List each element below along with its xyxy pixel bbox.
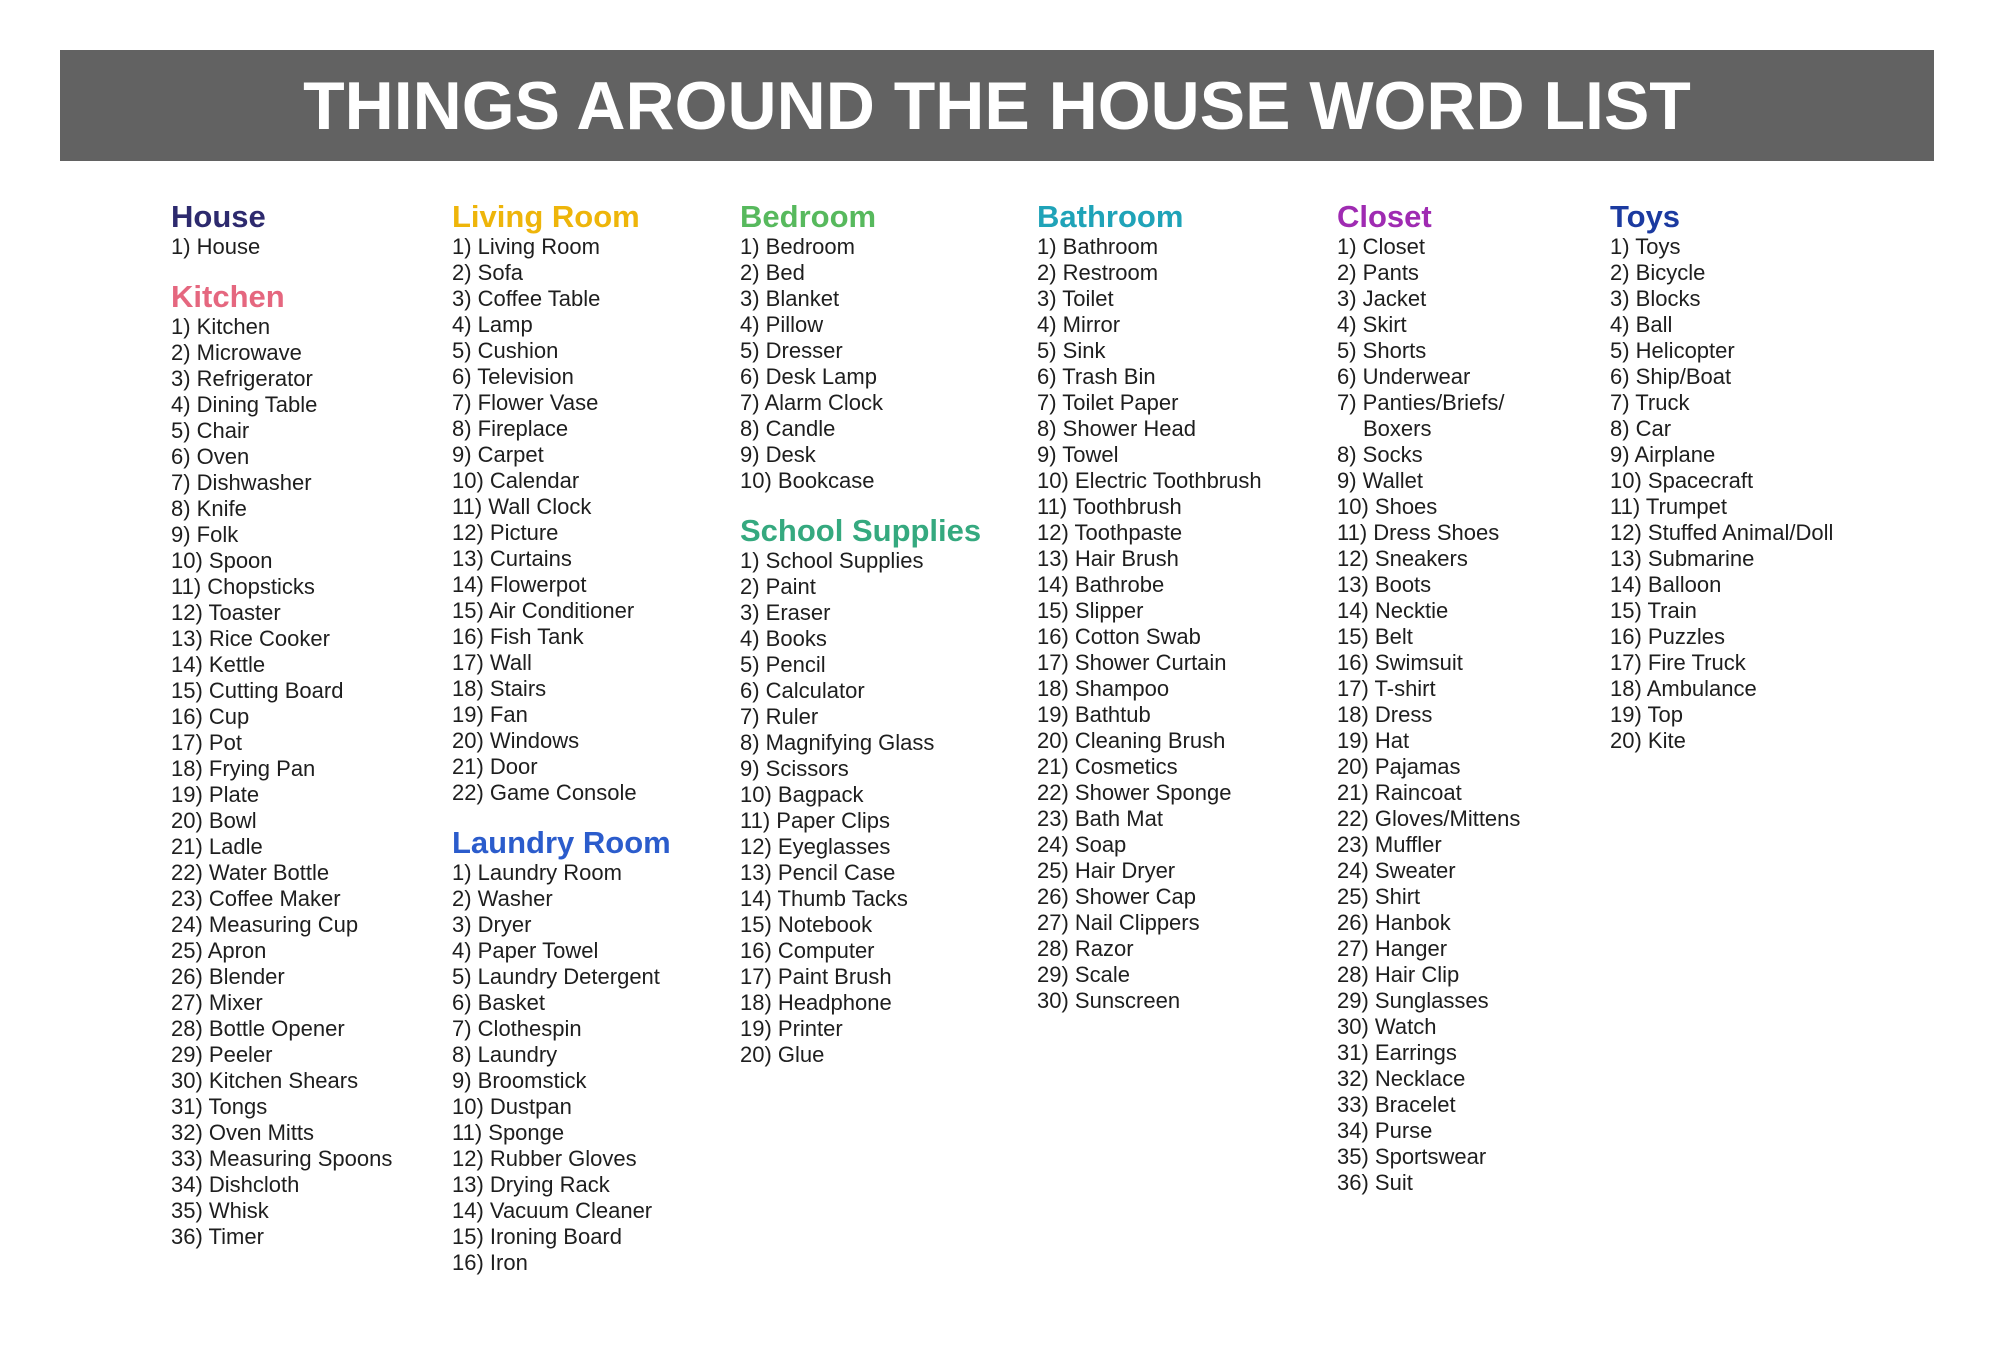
page-title: THINGS AROUND THE HOUSE WORD LIST	[303, 67, 1691, 144]
word-list-item: 9) Airplane	[1610, 442, 1716, 467]
word-list-item: 17) T-shirt	[1337, 676, 1436, 701]
word-list-item: 7) Ruler	[740, 704, 819, 729]
word-list-item: 15) Notebook	[740, 912, 873, 937]
word-list-item: 13) Pencil Case	[740, 860, 896, 885]
word-list-item: 32) Oven Mitts	[171, 1120, 315, 1145]
word-list-item: 33) Bracelet	[1337, 1092, 1456, 1117]
word-list-item: 16) Iron	[452, 1250, 528, 1275]
word-list-item: 35) Sportswear	[1337, 1144, 1487, 1169]
word-list-item: 9) Broomstick	[452, 1068, 587, 1093]
word-list-item: 9) Wallet	[1337, 468, 1423, 493]
word-list	[452, 234, 671, 806]
word-list-item: 4) Skirt	[1337, 312, 1407, 337]
word-list-item: 13) Drying Rack	[452, 1172, 610, 1197]
word-list-item: 19) Hat	[1337, 728, 1410, 753]
word-section-laundry-room	[452, 826, 671, 1276]
word-list-item: 16) Fish Tank	[452, 624, 584, 649]
word-list-item: 27) Hanger	[1337, 936, 1448, 961]
word-section-house	[171, 200, 392, 260]
word-list-item: 34) Purse	[1337, 1118, 1433, 1143]
word-list-item: 2) Restroom	[1037, 260, 1159, 285]
word-list-item: 5) Shorts	[1337, 338, 1427, 363]
word-list-item: 21) Raincoat	[1337, 780, 1462, 805]
word-list-item: 12) Picture	[452, 520, 559, 545]
word-list-item: 7) Flower Vase	[452, 390, 599, 415]
word-list-item: 33) Measuring Spoons	[171, 1146, 393, 1171]
word-list-item: 12) Eyeglasses	[740, 834, 891, 859]
word-list-item: 25) Hair Dryer	[1037, 858, 1176, 883]
word-list-item: 20) Cleaning Brush	[1037, 728, 1226, 753]
word-list-item: 34) Dishcloth	[171, 1172, 300, 1197]
word-list-item: 21) Door	[452, 754, 538, 779]
word-list-item: 9) Folk	[171, 522, 239, 547]
word-list-item: 6) Basket	[452, 990, 545, 1015]
word-list-item: 17) Wall	[452, 650, 532, 675]
word-list-item: 1) Laundry Room	[452, 860, 622, 885]
word-list-item: 11) Wall Clock	[452, 494, 592, 519]
word-section-toys	[1610, 200, 1833, 754]
word-list-item: 6) Underwear	[1337, 364, 1471, 389]
word-list-item: 28) Bottle Opener	[171, 1016, 345, 1041]
word-list-item: 1) Kitchen	[171, 314, 271, 339]
word-section-closet	[1337, 200, 1520, 1196]
word-list-item: 23) Coffee Maker	[171, 886, 341, 911]
word-list-item: 19) Plate	[171, 782, 260, 807]
word-list-item: 29) Scale	[1037, 962, 1130, 987]
word-list-item: 15) Air Conditioner	[452, 598, 635, 623]
word-list-item: 15) Cutting Board	[171, 678, 344, 703]
word-list-item: 8) Car	[1610, 416, 1672, 441]
word-list-item: 12) Stuffed Animal/Doll	[1610, 520, 1834, 545]
word-list-item: 28) Razor	[1037, 936, 1134, 961]
word-list-item: 19) Printer	[740, 1016, 843, 1041]
word-list-item: 3) Toilet	[1037, 286, 1114, 311]
word-list	[740, 234, 981, 494]
word-list-item: 13) Boots	[1337, 572, 1432, 597]
word-list-item: 2) Pants	[1337, 260, 1419, 285]
word-column	[1037, 200, 1262, 1014]
word-list-item: 35) Whisk	[171, 1198, 269, 1223]
word-list-item: 6) Ship/Boat	[1610, 364, 1732, 389]
word-list-item: 30) Watch	[1337, 1014, 1437, 1039]
word-list-item: 26) Shower Cap	[1037, 884, 1196, 909]
word-list-item: 10) Spoon	[171, 548, 273, 573]
section-heading-laundry-room: Laundry Room	[452, 825, 671, 860]
word-list-item: 2) Sofa	[452, 260, 523, 285]
word-list-item: 21) Cosmetics	[1037, 754, 1178, 779]
word-list-item: 24) Measuring Cup	[171, 912, 359, 937]
word-list-item: 15) Belt	[1337, 624, 1413, 649]
word-list-item: 6) Desk Lamp	[740, 364, 877, 389]
word-list-item: 14) Balloon	[1610, 572, 1722, 597]
word-list	[452, 860, 671, 1276]
word-list	[1337, 234, 1520, 1196]
word-list-item: 30) Kitchen Shears	[171, 1068, 359, 1093]
section-heading-kitchen: Kitchen	[171, 279, 285, 314]
word-list-item: 16) Puzzles	[1610, 624, 1725, 649]
word-list-item-line: 7) Panties/Briefs/	[1337, 390, 1505, 415]
section-heading-bedroom: Bedroom	[740, 199, 877, 234]
word-list-item: 8) Knife	[171, 496, 247, 521]
word-list-item: 4) Pillow	[740, 312, 824, 337]
word-list-item: 4) Lamp	[452, 312, 533, 337]
word-list-item: 17) Shower Curtain	[1037, 650, 1227, 675]
word-list-item: 5) Helicopter	[1610, 338, 1735, 363]
word-list-item: 20) Bowl	[171, 808, 257, 833]
word-list-item: 4) Books	[740, 626, 827, 651]
section-heading-living-room: Living Room	[452, 199, 640, 234]
word-list-item: 10) Spacecraft	[1610, 468, 1754, 493]
word-list-item: 10) Bagpack	[740, 782, 864, 807]
word-list-item: 18) Stairs	[452, 676, 547, 701]
section-heading-closet: Closet	[1337, 199, 1432, 234]
word-list-item: 31) Tongs	[171, 1094, 268, 1119]
word-list-item: 4) Ball	[1610, 312, 1673, 337]
word-list-item: 3) Dryer	[452, 912, 532, 937]
word-list-item: 22) Game Console	[452, 780, 637, 805]
word-list-item: 8) Fireplace	[452, 416, 569, 441]
word-list-item: 18) Ambulance	[1610, 676, 1757, 701]
word-list-item: 6) Trash Bin	[1037, 364, 1156, 389]
word-list-item: 8) Magnifying Glass	[740, 730, 935, 755]
section-heading-toys: Toys	[1610, 199, 1681, 234]
word-list-item: 18) Headphone	[740, 990, 892, 1015]
word-list-item: 4) Paper Towel	[452, 938, 599, 963]
word-list-item: 16) Cotton Swab	[1037, 624, 1201, 649]
word-list-item	[1337, 390, 1520, 442]
word-list-item: 1) Closet	[1337, 234, 1426, 259]
word-list-item: 2) Microwave	[171, 340, 302, 365]
word-list-item: 3) Blanket	[740, 286, 840, 311]
word-list-item: 29) Peeler	[171, 1042, 273, 1067]
word-list-item: 17) Fire Truck	[1610, 650, 1746, 675]
word-section-living-room	[452, 200, 671, 806]
word-list-item: 10) Dustpan	[452, 1094, 572, 1119]
word-list-item: 8) Laundry	[452, 1042, 558, 1067]
word-list	[1037, 234, 1262, 1014]
word-list-item: 12) Sneakers	[1337, 546, 1468, 571]
word-list-item: 22) Gloves/Mittens	[1337, 806, 1521, 831]
word-list-item: 11) Dress Shoes	[1337, 520, 1500, 545]
word-list-item: 3) Coffee Table	[452, 286, 601, 311]
word-list-item: 28) Hair Clip	[1337, 962, 1460, 987]
word-list-item: 3) Eraser	[740, 600, 831, 625]
word-list-item: 24) Sweater	[1337, 858, 1456, 883]
word-list-item: 18) Shampoo	[1037, 676, 1170, 701]
word-list-item: 14) Bathrobe	[1037, 572, 1165, 597]
word-column	[171, 200, 392, 1250]
word-list-item: 15) Slipper	[1037, 598, 1144, 623]
word-list-item: 13) Hair Brush	[1037, 546, 1179, 571]
word-list-item: 2) Bicycle	[1610, 260, 1706, 285]
word-list-item: 6) Television	[452, 364, 574, 389]
word-list-item: 23) Muffler	[1337, 832, 1442, 857]
word-list-item: 6) Oven	[171, 444, 250, 469]
word-list-item: 36) Suit	[1337, 1170, 1413, 1195]
word-list-item: 20) Windows	[452, 728, 580, 753]
word-list-item: 8) Shower Head	[1037, 416, 1196, 441]
word-list-item: 8) Socks	[1337, 442, 1423, 467]
word-list-item: 20) Pajamas	[1337, 754, 1461, 779]
word-list-item: 11) Paper Clips	[740, 808, 890, 833]
word-list-item: 10) Bookcase	[740, 468, 875, 493]
word-list	[1610, 234, 1833, 754]
word-list-item: 9) Desk	[740, 442, 816, 467]
word-list-item: 10) Calendar	[452, 468, 580, 493]
word-section-bedroom	[740, 200, 981, 494]
word-list	[740, 548, 981, 1068]
word-column	[1610, 200, 1833, 754]
word-list-item: 18) Dress	[1337, 702, 1433, 727]
word-list-item: 5) Laundry Detergent	[452, 964, 660, 989]
word-list	[171, 234, 392, 260]
word-list-item: 11) Trumpet	[1610, 494, 1727, 519]
word-list-item: 16) Computer	[740, 938, 875, 963]
word-list-item: 7) Alarm Clock	[740, 390, 884, 415]
word-list-item: 14) Flowerpot	[452, 572, 587, 597]
word-list	[171, 314, 392, 1250]
word-list-item: 36) Timer	[171, 1224, 264, 1249]
word-list-item: 10) Electric Toothbrush	[1037, 468, 1262, 493]
word-list-item: 5) Dresser	[740, 338, 843, 363]
word-list-item: 20) Kite	[1610, 728, 1686, 753]
word-list-item: 19) Top	[1610, 702, 1683, 727]
word-list-item: 3) Blocks	[1610, 286, 1701, 311]
word-list-item: 27) Nail Clippers	[1037, 910, 1200, 935]
word-list-item: 1) Toys	[1610, 234, 1681, 259]
word-section-kitchen	[171, 280, 392, 1250]
word-list-item: 7) Toilet Paper	[1037, 390, 1179, 415]
word-list-item: 19) Fan	[452, 702, 528, 727]
word-list-item: 25) Shirt	[1337, 884, 1421, 909]
word-list-item: 11) Toothbrush	[1037, 494, 1182, 519]
word-list-item: 2) Paint	[740, 574, 816, 599]
word-list-item: 31) Earrings	[1337, 1040, 1457, 1065]
word-list-item: 1) School Supplies	[740, 548, 924, 573]
word-list-item: 26) Blender	[171, 964, 285, 989]
word-list-item: 18) Frying Pan	[171, 756, 316, 781]
word-list-item: 14) Thumb Tacks	[740, 886, 908, 911]
word-list-item: 7) Clothespin	[452, 1016, 582, 1041]
word-list-item: 7) Dishwasher	[171, 470, 312, 495]
word-list-item: 1) Bedroom	[740, 234, 855, 259]
word-list-item: 4) Mirror	[1037, 312, 1121, 337]
word-list-item: 13) Submarine	[1610, 546, 1755, 571]
word-list-item: 20) Glue	[740, 1042, 825, 1067]
word-list-item: 22) Water Bottle	[171, 860, 330, 885]
section-heading-house: House	[171, 199, 266, 234]
word-list-item-continuation: Boxers	[1363, 416, 1432, 441]
word-list-item: 12) Toothpaste	[1037, 520, 1183, 545]
word-list-item: 14) Kettle	[171, 652, 266, 677]
word-list-item: 12) Toaster	[171, 600, 281, 625]
section-heading-school-supplies: School Supplies	[740, 513, 982, 548]
word-list-item: 29) Sunglasses	[1337, 988, 1489, 1013]
word-list-item: 4) Dining Table	[171, 392, 318, 417]
word-list-item: 32) Necklace	[1337, 1066, 1466, 1091]
section-heading-bathroom: Bathroom	[1037, 199, 1184, 234]
word-list-item: 3) Jacket	[1337, 286, 1427, 311]
word-section-school-supplies	[740, 514, 981, 1068]
word-list-item: 21) Ladle	[171, 834, 263, 859]
word-list-item: 11) Chopsticks	[171, 574, 315, 599]
word-list-item: 19) Bathtub	[1037, 702, 1151, 727]
word-list-item: 9) Towel	[1037, 442, 1119, 467]
word-list-item: 2) Bed	[740, 260, 805, 285]
word-list-item: 14) Necktie	[1337, 598, 1449, 623]
word-list-item: 13) Curtains	[452, 546, 572, 571]
word-section-bathroom	[1037, 200, 1262, 1014]
word-list-item: 27) Mixer	[171, 990, 263, 1015]
word-list-item: 7) Truck	[1610, 390, 1690, 415]
word-list-item: 15) Ironing Board	[452, 1224, 622, 1249]
word-list-item: 10) Shoes	[1337, 494, 1438, 519]
word-list-item: 17) Paint Brush	[740, 964, 892, 989]
word-list-item: 2) Washer	[452, 886, 553, 911]
word-list-item: 23) Bath Mat	[1037, 806, 1163, 831]
word-list-item: 26) Hanbok	[1337, 910, 1451, 935]
word-list-item: 17) Pot	[171, 730, 242, 755]
word-list-item: 30) Sunscreen	[1037, 988, 1181, 1013]
word-list-item: 15) Train	[1610, 598, 1697, 623]
word-column	[1337, 200, 1520, 1196]
word-list-item: 12) Rubber Gloves	[452, 1146, 637, 1171]
word-list-item: 1) Living Room	[452, 234, 600, 259]
word-list-item: 3) Refrigerator	[171, 366, 313, 391]
word-list-item: 9) Carpet	[452, 442, 544, 467]
word-list-item: 5) Cushion	[452, 338, 559, 363]
word-list-item: 16) Cup	[171, 704, 250, 729]
word-list-item: 16) Swimsuit	[1337, 650, 1463, 675]
word-list-item: 24) Soap	[1037, 832, 1127, 857]
word-list-item: 1) Bathroom	[1037, 234, 1159, 259]
word-list-item: 13) Rice Cooker	[171, 626, 330, 651]
word-list-item: 14) Vacuum Cleaner	[452, 1198, 653, 1223]
word-list-item: 5) Sink	[1037, 338, 1106, 363]
word-column	[740, 200, 981, 1068]
word-list-item: 22) Shower Sponge	[1037, 780, 1232, 805]
word-list-item: 11) Sponge	[452, 1120, 565, 1145]
word-list-item: 8) Candle	[740, 416, 836, 441]
word-list-item: 5) Chair	[171, 418, 250, 443]
word-list-item: 25) Apron	[171, 938, 267, 963]
word-column	[452, 200, 671, 1276]
word-list-item: 5) Pencil	[740, 652, 826, 677]
word-list-item: 6) Calculator	[740, 678, 865, 703]
word-list-item: 9) Scissors	[740, 756, 849, 781]
word-list-item: 1) House	[171, 234, 261, 259]
